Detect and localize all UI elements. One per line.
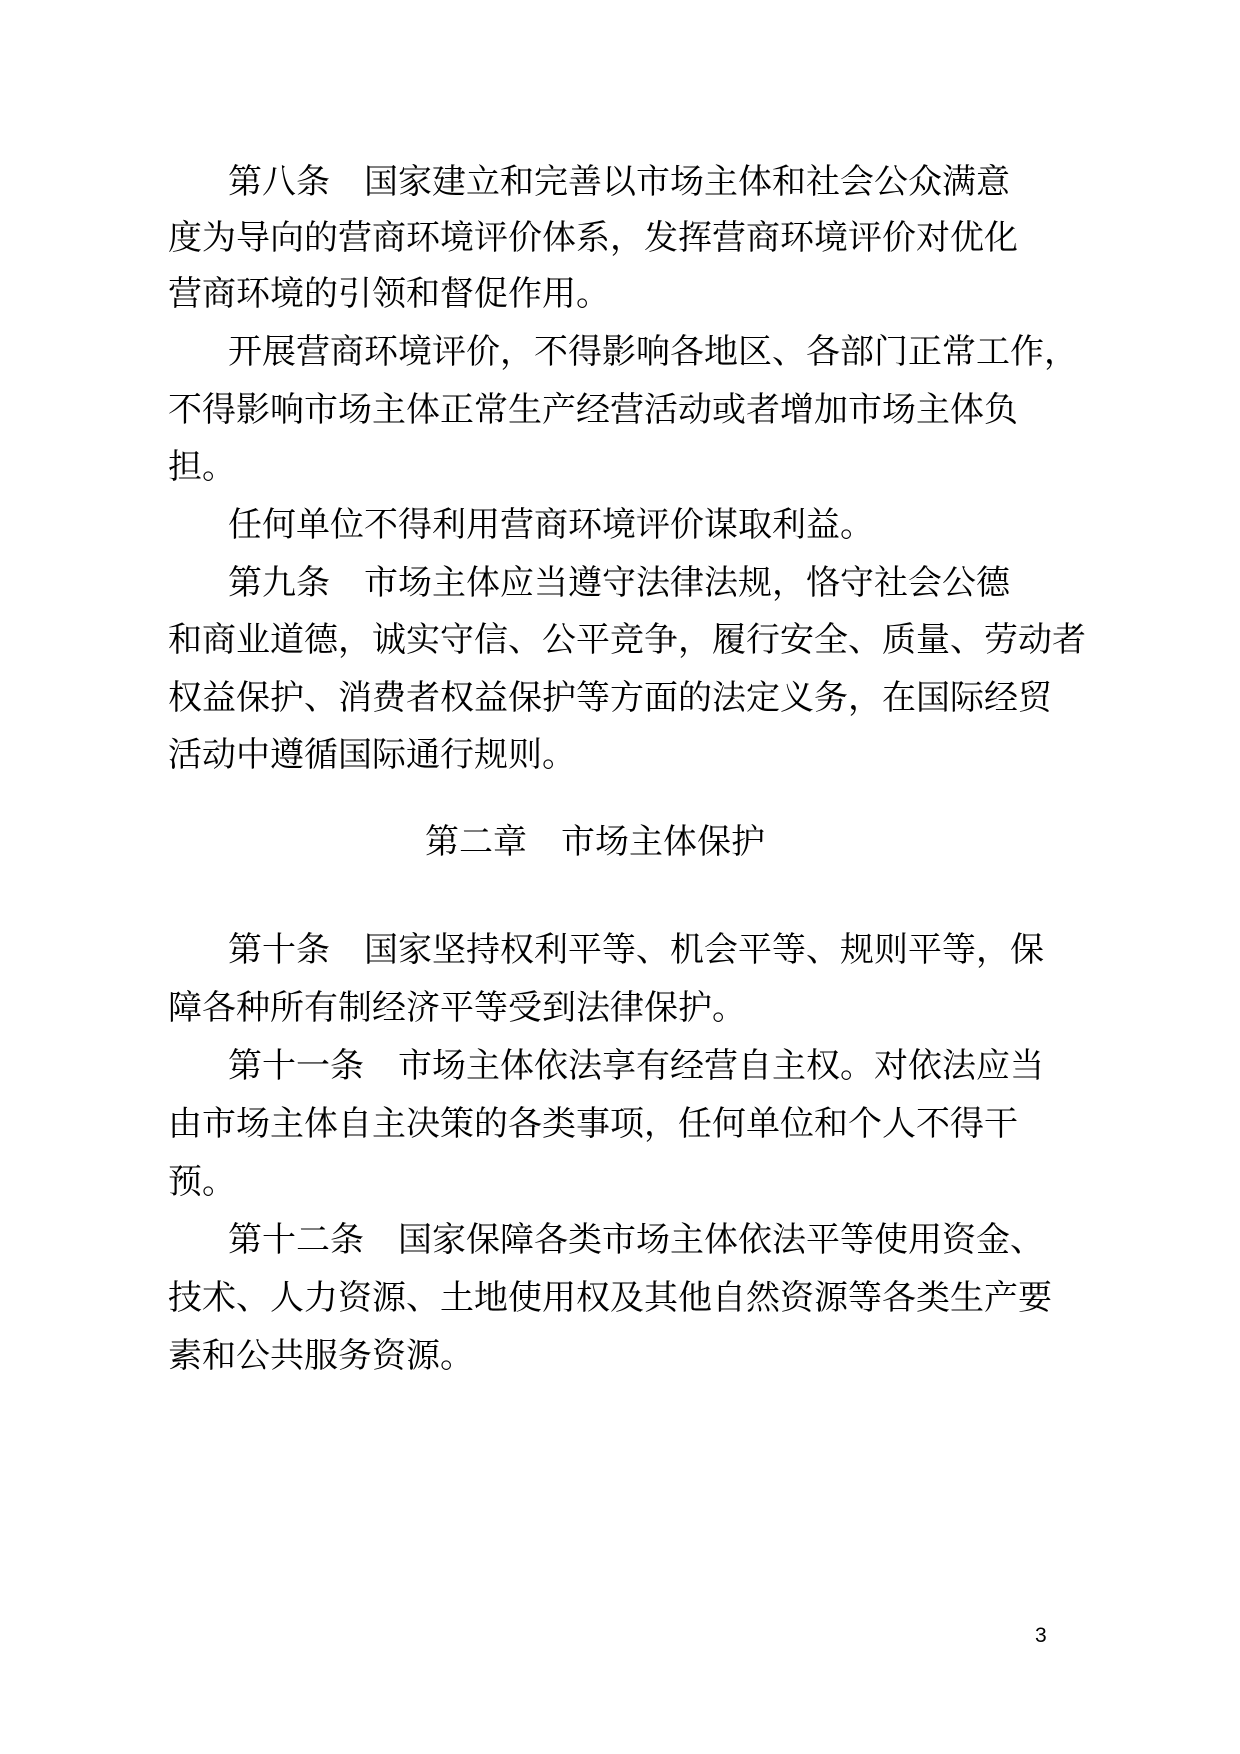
article-10-line-1: 第十条 国家坚持权利平等、机会平等、规则平等，保	[228, 930, 1044, 970]
article-8-para-2-line-1: 开展营商环境评价，不得影响各地区、各部门正常工作，	[228, 332, 1078, 372]
article-11-line-3: 预。	[168, 1162, 236, 1202]
article-8-para-3-line-1: 任何单位不得利用营商环境评价谋取利益。	[228, 505, 874, 545]
article-8-line-2: 度为导向的营商环境评价体系，发挥营商环境评价对优化	[168, 218, 1018, 258]
article-8-line-3: 营商环境的引领和督促作用。	[168, 274, 610, 314]
article-12-line-1: 第十二条 国家保障各类市场主体依法平等使用资金、	[228, 1220, 1044, 1260]
article-8-line-1: 第八条 国家建立和完善以市场主体和社会公众满意	[228, 162, 1010, 202]
article-9-line-2: 和商业道德，诚实守信、公平竞争，履行安全、质量、劳动者	[168, 620, 1086, 660]
article-12-line-3: 素和公共服务资源。	[168, 1336, 474, 1376]
article-10-line-2: 障各种所有制经济平等受到法律保护。	[168, 988, 746, 1028]
chapter-heading: 第二章 市场主体保护	[425, 822, 765, 862]
article-11-line-1: 第十一条 市场主体依法享有经营自主权。对依法应当	[228, 1046, 1044, 1086]
article-9-line-4: 活动中遵循国际通行规则。	[168, 735, 576, 775]
article-9-line-1: 第九条 市场主体应当遵守法律法规，恪守社会公德	[228, 563, 1010, 603]
article-9-line-3: 权益保护、消费者权益保护等方面的法定义务，在国际经贸	[168, 678, 1052, 718]
article-12-line-2: 技术、人力资源、土地使用权及其他自然资源等各类生产要	[168, 1278, 1052, 1318]
page-number: 3	[1035, 1624, 1047, 1647]
article-8-para-2-line-3: 担。	[168, 447, 236, 487]
article-11-line-2: 由市场主体自主决策的各类事项，任何单位和个人不得干	[168, 1104, 1018, 1144]
article-8-para-2-line-2: 不得影响市场主体正常生产经营活动或者增加市场主体负	[168, 390, 1018, 430]
